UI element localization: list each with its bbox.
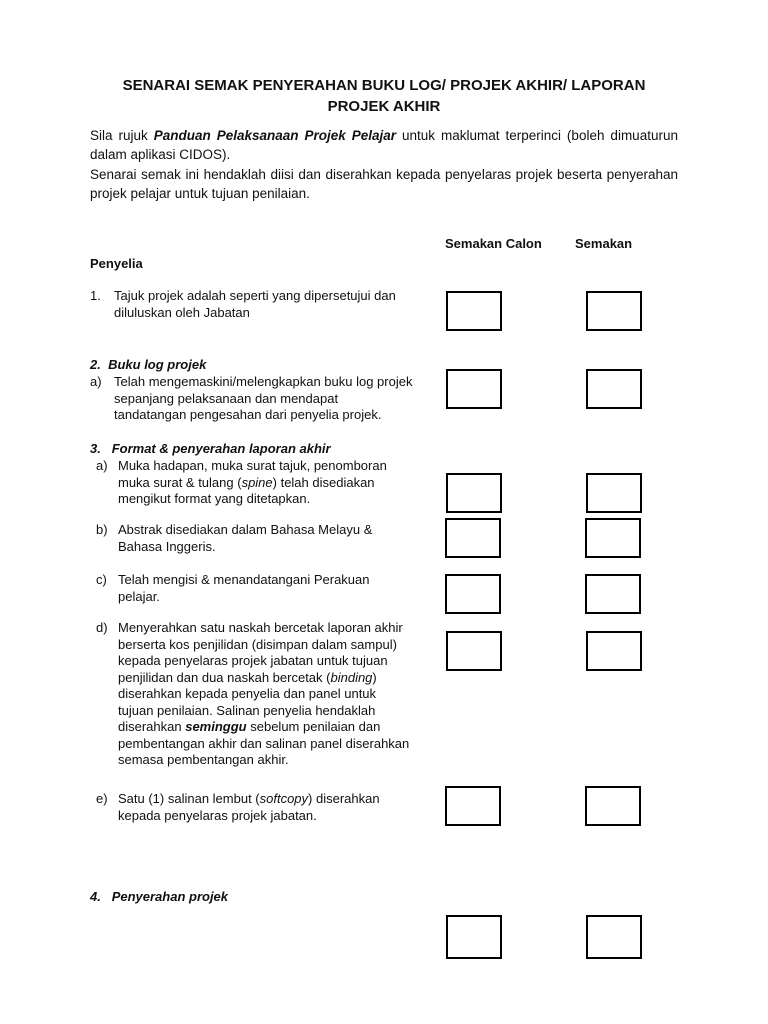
item-text-line: Menyerahkan satu naskah bercetak laporan akhir	[118, 620, 403, 635]
item-text-line: diluluskan oleh Jabatan	[114, 304, 250, 320]
item-text-line: Telah mengemaskini/melengkapkan buku log projek	[114, 374, 413, 389]
item-label: e)	[96, 791, 108, 806]
section-4-heading	[90, 889, 228, 904]
text-emphasis: softcopy	[259, 791, 309, 806]
section-2-title: Buku log projek	[108, 357, 207, 372]
text-part: ) telah disediakan	[272, 474, 375, 490]
item-text-line: tandatangan pengesahan dari penyelia projek.	[114, 407, 382, 422]
item-label: c)	[96, 572, 107, 587]
checkbox-semakan-2a[interactable]	[586, 369, 642, 409]
item-text-line: mengikut format yang ditetapkan.	[118, 491, 311, 506]
text-part: penjilidan dan dua naskah bercetak (	[118, 669, 331, 685]
checklist-item-1	[90, 288, 430, 324]
checklist-item-3a	[96, 458, 436, 510]
item-text-line: diserahkan kepada penyelia dan panel untuk	[118, 686, 377, 701]
column-header-candidate: Semakan Calon	[445, 236, 542, 251]
item-text-line: sepanjang pelaksanaan dan mendapat	[114, 390, 339, 406]
section-3-number: 3.	[90, 441, 101, 456]
intro-text-end: untuk maklumat terperinci (boleh dimuaturun dalam aplikasi CIDOS).	[90, 128, 678, 162]
item-text-line	[118, 475, 387, 492]
checkbox-calon-3a[interactable]	[446, 473, 502, 513]
checkbox-calon-3b[interactable]	[445, 518, 501, 558]
item-text-line: Tajuk projek adalah seperti yang dipersetujui dan	[114, 288, 396, 303]
text-part: Satu (1) salinan lembut (	[118, 791, 260, 806]
checkbox-semakan-3b[interactable]	[585, 518, 641, 558]
column-header-check: Semakan	[575, 236, 633, 251]
checkbox-calon-3e[interactable]	[445, 786, 501, 826]
item-text-line: pelajar.	[118, 588, 160, 604]
item-label: a)	[90, 374, 102, 389]
checkbox-calon-3c[interactable]	[445, 574, 501, 614]
checkbox-semakan-3c[interactable]	[585, 574, 641, 614]
text-part: )	[372, 669, 377, 685]
text-emphasis: spine	[241, 474, 273, 490]
checkbox-semakan-3d[interactable]	[586, 631, 642, 671]
item-label: 1.	[90, 288, 101, 303]
item-label: d)	[96, 620, 108, 635]
section-3-heading	[90, 441, 331, 456]
checklist-item-2a	[90, 374, 435, 426]
section-2-heading	[90, 357, 206, 372]
text-part: diserahkan	[118, 719, 186, 734]
checkbox-semakan-4[interactable]	[586, 915, 642, 959]
item-text-line: semasa pembentangan akhir.	[118, 752, 289, 767]
checkbox-calon-2a[interactable]	[446, 369, 502, 409]
section-2-number: 2.	[90, 357, 101, 372]
guide-reference: Panduan Pelaksanaan Projek Pelajar	[153, 128, 396, 143]
item-text-line: Telah mengisi & menandatangani Perakuan	[118, 572, 370, 587]
section-3-title: Format & penyerahan laporan akhir	[111, 441, 331, 456]
section-4-number: 4.	[90, 889, 101, 904]
checkbox-calon-1[interactable]	[446, 291, 502, 331]
checkbox-calon-4[interactable]	[446, 915, 502, 959]
item-text-line: kepada penyelaras projek jabatan.	[118, 807, 317, 823]
item-text-line: kepada penyelaras projek jabatan untuk tujuan	[118, 653, 388, 668]
title-line-2: PROJEK AKHIR	[327, 98, 441, 115]
checklist-item-3e	[96, 791, 436, 827]
checkbox-calon-3d[interactable]	[446, 631, 502, 671]
text-part: muka surat & tulang (	[118, 474, 242, 490]
item-label: b)	[96, 522, 108, 537]
title-line-1: SENARAI SEMAK PENYERAHAN BUKU LOG/ PROJEK AKHIR/ LAPORAN	[122, 77, 646, 94]
checkbox-semakan-3e[interactable]	[585, 786, 641, 826]
checkbox-semakan-3a[interactable]	[586, 473, 642, 513]
item-text-line: berserta kos penjilidan (disimpan dalam sampul)	[118, 636, 397, 652]
intro-paragraph-1	[90, 126, 678, 164]
text-part: ) diserahkan	[308, 791, 380, 806]
item-text-line: Muka hadapan, muka surat tajuk, penomboran	[118, 458, 387, 473]
text-emphasis: binding	[330, 669, 373, 685]
item-text-line	[118, 670, 438, 687]
item-text-line	[118, 719, 438, 736]
item-label: a)	[96, 458, 108, 473]
item-text-line	[118, 791, 380, 808]
item-text-line: tujuan penilaian. Salinan penyelia hendaklah	[118, 702, 376, 718]
intro-paragraph-2: Senarai semak ini hendaklah diisi dan diserahkan kepada penyelaras projek beserta penyerahan projek pelajar untuk tujuan penilaian.	[90, 167, 678, 201]
checklist-item-3c	[96, 572, 436, 608]
text-emphasis: seminggu	[185, 719, 247, 734]
checkbox-semakan-1[interactable]	[586, 291, 642, 331]
intro-text-start: Sila rujuk	[90, 128, 148, 143]
item-text-line: Bahasa Inggeris.	[118, 538, 216, 554]
section-4-title: Penyerahan projek	[111, 889, 229, 904]
checklist-item-3d	[96, 620, 441, 772]
item-text-line: Abstrak disediakan dalam Bahasa Melayu &	[118, 522, 373, 537]
text-part: sebelum penilaian dan	[246, 719, 381, 734]
item-text-line: pembentangan akhir dan salinan panel diserahkan	[118, 735, 410, 751]
checklist-item-3b	[96, 522, 436, 558]
section-penyelia: Penyelia	[90, 256, 143, 271]
document-title	[88, 75, 680, 117]
